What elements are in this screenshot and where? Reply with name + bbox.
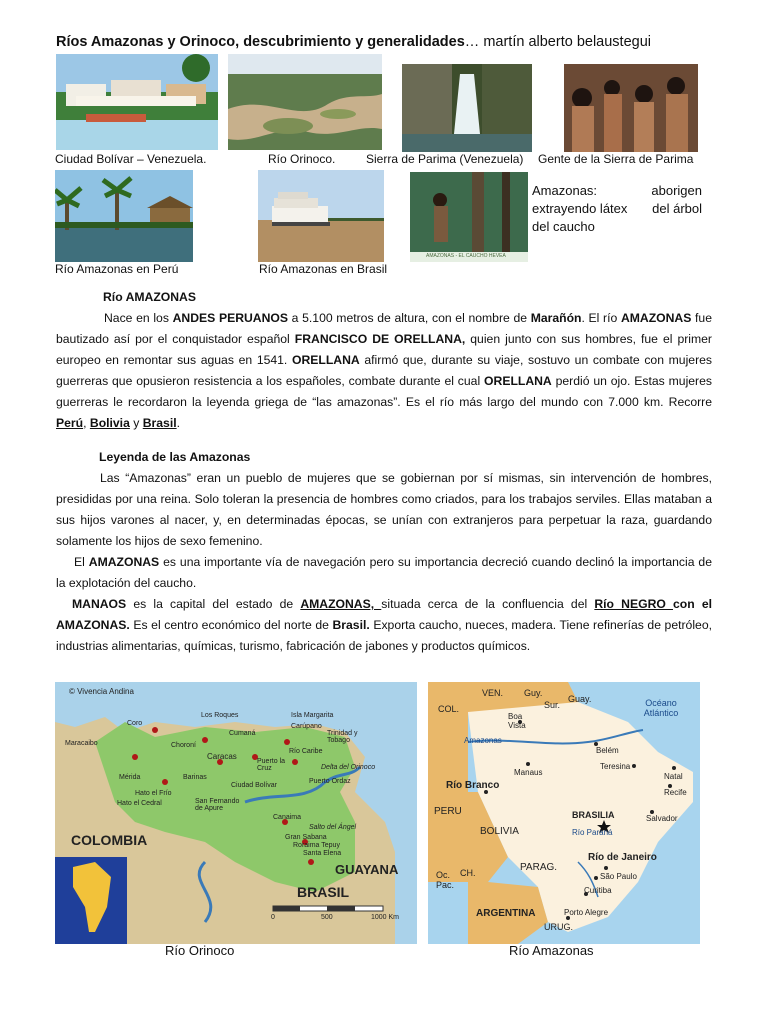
paragraph-navegacion: El AMAZONAS es una importante vía de navegación pero su importancia decreció cuando declinó la importancia de la explotación del caucho. <box>56 555 712 590</box>
caption-map-orinoco: Río Orinoco <box>165 943 235 958</box>
link-peru: Perú <box>56 416 84 430</box>
caption-sierra-parima: Sierra de Parima (Venezuela) <box>366 152 524 166</box>
paragraph-manaos: MANAOS es la capital del estado de AMAZONAS, situada cerca de la confluencia del Río NEGRO con el AMAZONAS. Es el centro económico del norte de Brasil. Exporta caucho, nueces, madera. Tiene refinerías de petróleo, industrias alimentarias, químicas, turismo, fabricación de jabones y productos químicos. <box>56 597 713 653</box>
caucho-watermark: AMAZONAS - EL CAUCHO HEVEA <box>426 253 506 259</box>
caption-ciudad-bolivar: Ciudad Bolívar – Venezuela. <box>55 152 207 166</box>
side-note-line2b: del árbol <box>652 201 702 216</box>
link-brasil: Brasil <box>142 416 177 430</box>
caption-amazonas-brasil: Río Amazonas en Brasil <box>259 262 388 276</box>
side-note-line3: del caucho <box>532 219 595 234</box>
section-heading-leyenda: Leyenda de las Amazonas <box>99 450 251 464</box>
photo-caucho <box>410 172 528 262</box>
author-name: martín alberto belaustegui <box>483 34 651 50</box>
photo-amazonas-peru <box>55 170 193 262</box>
photo-ciudad-bolivar <box>56 54 218 150</box>
side-note-caucho <box>532 182 702 236</box>
map-label-colombia: COLOMBIA <box>71 832 148 848</box>
side-note-line1a: Amazonas: <box>532 183 598 198</box>
photo-rio-orinoco <box>228 54 382 150</box>
map-credit: © Vivencia Andina <box>69 687 134 696</box>
side-note-line1b: aborigen <box>651 183 702 198</box>
map-label-brasil: BRASIL <box>297 884 350 900</box>
side-note-line2a: extrayendo látex <box>532 201 628 216</box>
link-bolivia: Bolivia <box>89 416 130 430</box>
caption-gente-parima: Gente de la Sierra de Parima <box>538 152 694 166</box>
caption-map-amazonas: Río Amazonas <box>509 943 594 958</box>
map-orinoco: © Vivencia Andina Los Roques Isla Margarita Carúpano Coro Maracaibo Choroní Caracas Cumaná Trinidad y Tobago Río Caribe Puerto la Cruz Delta del Orinoco Mérida Barinas Ciudad Bolívar Puerto Ordaz Hato el Frío Hato el Cedral San Fernando de Apure Canaima Salto del Ángel Gran Sabana Roraima Tepuy Santa Elena COLOMBIA GUAYANA BRASIL 0 500 1000 Km <box>55 682 417 944</box>
map-amazonas: VEN. Guy. Sur. Guay. COL. PERU BOLIVIA PARAG. CH. ARGENTINA URUG. Oc. Pac. Océano Atlántico Boa Vista Amazonas Manaus Belém Teresina Natal Recife Salvador Río Branco BRASILIA Río Paraná Río de Janeiro São Paulo Curitiba Porto Alegre <box>428 682 700 944</box>
photo-amazonas-brasil <box>258 170 384 262</box>
page-title <box>56 34 651 50</box>
title-text: Ríos Amazonas y Orinoco, descubrimiento y generalidades <box>56 34 465 50</box>
paragraph-leyenda: Las “Amazonas” eran un pueblo de mujeres que se gobiernan por sí mismas, sin intervención de hombres, presididas por una reina. Solo toleran la presencia de hombres como criados, para los trabajos serviles. Ellas mataban a sus hijos varones al nacer, y, en determinadas épocas, se unían con extranjeros para perpetuar la raza, guardando solamente los hijos de sexo femenino. <box>56 471 712 548</box>
photo-gente-sierra-parima <box>564 64 698 152</box>
caption-rio-orinoco: Río Orinoco. <box>268 152 336 166</box>
section-heading-rio-amazonas: Río AMAZONAS <box>103 290 196 304</box>
caption-amazonas-peru: Río Amazonas en Perú <box>55 262 179 276</box>
photo-sierra-parima <box>402 64 532 152</box>
title-separator: … <box>464 34 480 50</box>
paragraph-rio-amazonas: Nace en los ANDES PERUANOS a 5.100 metros de altura, con el nombre de Marañón. El río AMAZONAS fue bautizado así por el conquistador español FRANCISCO DE ORELLANA, quien junto con sus hombres, fue el primer europeo en remontar sus aguas en 1541. ORELLANA afirmó que, durante su viaje, sostuvo un combate con mujeres guerreras que opusieron resistencia a los españoles, combate durante el cual ORELLANA perdió un ojo. Estas mujeres guerreras le recordaron la leyenda griega de “las amazonas”. Es el río más largo del mundo con 7.000 km. Recorre Perú, Bolivia y Brasil. <box>56 311 712 430</box>
map-label-guayana: GUAYANA <box>335 862 399 877</box>
